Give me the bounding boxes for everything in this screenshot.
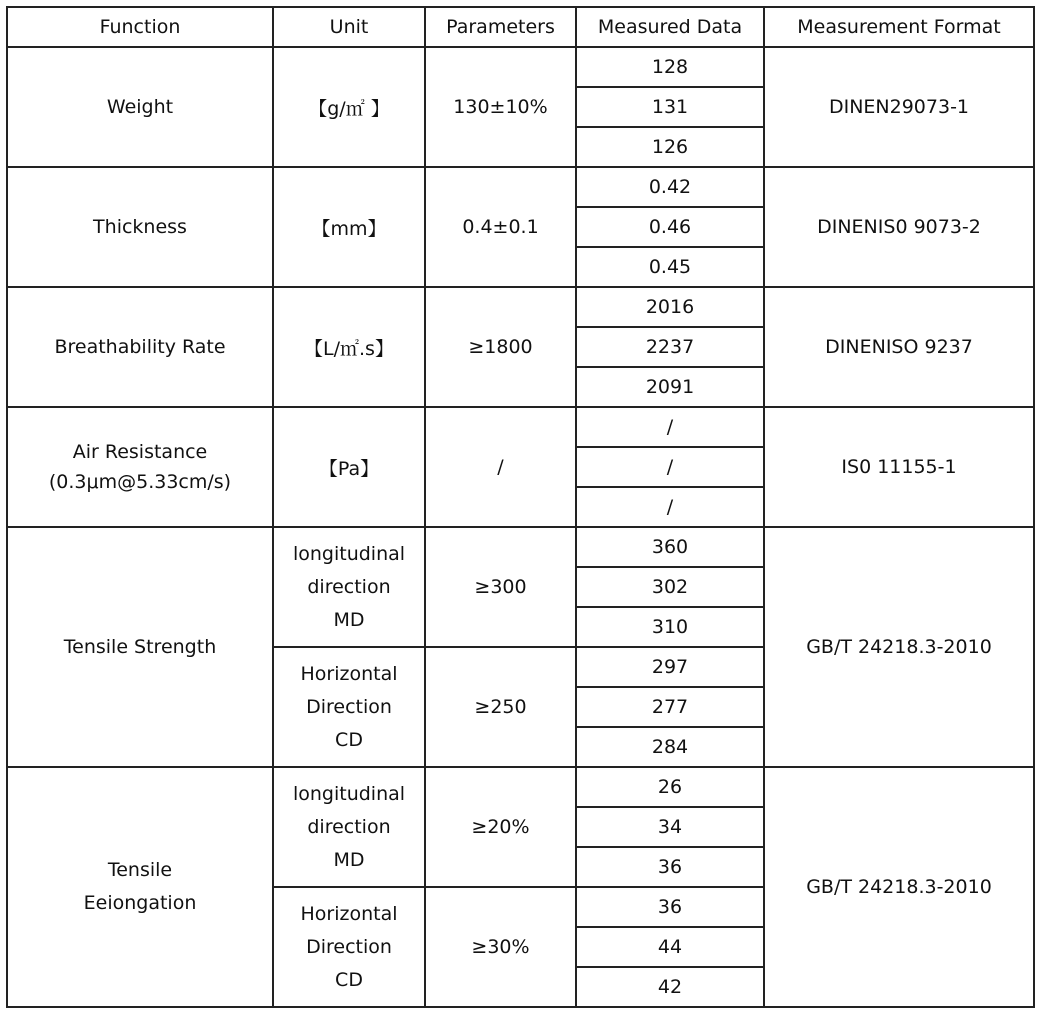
- table-row: [7, 287, 1034, 327]
- air-resistance-data-2: /: [576, 447, 764, 487]
- weight-data-3: 126: [576, 127, 764, 167]
- spec-table: [6, 6, 1035, 1008]
- header-row: [7, 7, 1034, 47]
- air-resistance-label: Air Resistance: [72, 441, 208, 463]
- tensile-md-data-3: 310: [576, 607, 764, 647]
- breathability-unit: 【L/㎡.s】: [273, 287, 425, 407]
- weight-data-1: 128: [576, 47, 764, 87]
- thickness-format: DINENIS0 9073-2: [764, 167, 1034, 287]
- tensile-cd-data-1: 297: [576, 647, 764, 687]
- header-function: Function: [7, 7, 273, 47]
- breathability-parameter: ≥1800: [425, 287, 576, 407]
- tensile-elongation-format: GB/T 24218.3-2010: [764, 767, 1034, 1007]
- elongation-md-line-1: longitudinal: [292, 782, 406, 805]
- tensile-cd-line-1: Horizontal: [300, 662, 398, 685]
- elongation-cd-data-1: 36: [576, 887, 764, 927]
- elongation-md-data-2: 34: [576, 807, 764, 847]
- table-row: [7, 167, 1034, 207]
- tensile-strength-cd-unit: [273, 647, 425, 767]
- elongation-md-data-3: 36: [576, 847, 764, 887]
- elongation-cd-data-3: 42: [576, 967, 764, 1007]
- tensile-elongation-function: [7, 767, 273, 1007]
- weight-function: Weight: [7, 47, 273, 167]
- elongation-md-line-3: MD: [333, 848, 365, 871]
- tensile-cd-data-3: 284: [576, 727, 764, 767]
- tensile-md-line-1: longitudinal: [292, 542, 406, 565]
- tensile-cd-parameter: ≥250: [425, 647, 576, 767]
- tensile-md-parameter: ≥300: [425, 527, 576, 647]
- weight-data-2: 131: [576, 87, 764, 127]
- air-resistance-parameter: /: [425, 407, 576, 527]
- thickness-data-1: 0.42: [576, 167, 764, 207]
- tensile-md-line-3: MD: [333, 608, 365, 631]
- tensile-strength-md-unit: [273, 527, 425, 647]
- air-resistance-condition: (0.3μm@5.33cm/s): [48, 471, 232, 493]
- breathability-data-2: 2237: [576, 327, 764, 367]
- elongation-cd-unit: [273, 887, 425, 1007]
- elongation-cd-line-2: Direction: [306, 935, 392, 958]
- table-row: [7, 47, 1034, 87]
- weight-parameter: 130±10%: [425, 47, 576, 167]
- tensile-cd-line-2: Direction: [306, 695, 392, 718]
- air-resistance-unit: 【Pa】: [273, 407, 425, 527]
- tensile-md-data-2: 302: [576, 567, 764, 607]
- thickness-data-3: 0.45: [576, 247, 764, 287]
- header-measurement-format: Measurement Format: [764, 7, 1034, 47]
- thickness-data-2: 0.46: [576, 207, 764, 247]
- breathability-function: Breathability Rate: [7, 287, 273, 407]
- elongation-cd-data-2: 44: [576, 927, 764, 967]
- air-resistance-data-3: /: [576, 487, 764, 527]
- tensile-md-line-2: direction: [307, 575, 391, 598]
- weight-unit: 【g/㎡ 】: [273, 47, 425, 167]
- weight-format: DINEN29073-1: [764, 47, 1034, 167]
- tensile-cd-data-2: 277: [576, 687, 764, 727]
- table-row: [7, 407, 1034, 447]
- header-parameters: Parameters: [425, 7, 576, 47]
- thickness-unit: 【mm】: [273, 167, 425, 287]
- air-resistance-function: [7, 407, 273, 527]
- elongation-line-2: Eeiongation: [83, 892, 197, 914]
- elongation-cd-line-3: CD: [335, 968, 363, 991]
- breathability-format: DINENISO 9237: [764, 287, 1034, 407]
- table-row: [7, 767, 1034, 807]
- elongation-line-1: Tensile: [107, 859, 173, 881]
- breathability-data-1: 2016: [576, 287, 764, 327]
- tensile-strength-function: Tensile Strength: [7, 527, 273, 767]
- elongation-md-line-2: direction: [307, 815, 391, 838]
- tensile-md-data-1: 360: [576, 527, 764, 567]
- breathability-data-3: 2091: [576, 367, 764, 407]
- air-resistance-data-1: /: [576, 407, 764, 447]
- thickness-function: Thickness: [7, 167, 273, 287]
- table-row: [7, 527, 1034, 567]
- elongation-md-unit: [273, 767, 425, 887]
- elongation-md-data-1: 26: [576, 767, 764, 807]
- elongation-cd-line-1: Horizontal: [300, 902, 398, 925]
- thickness-parameter: 0.4±0.1: [425, 167, 576, 287]
- elongation-md-parameter: ≥20%: [425, 767, 576, 887]
- tensile-strength-format: GB/T 24218.3-2010: [764, 527, 1034, 767]
- header-measured-data: Measured Data: [576, 7, 764, 47]
- tensile-cd-line-3: CD: [335, 728, 363, 751]
- air-resistance-format: IS0 11155-1: [764, 407, 1034, 527]
- elongation-cd-parameter: ≥30%: [425, 887, 576, 1007]
- header-unit: Unit: [273, 7, 425, 47]
